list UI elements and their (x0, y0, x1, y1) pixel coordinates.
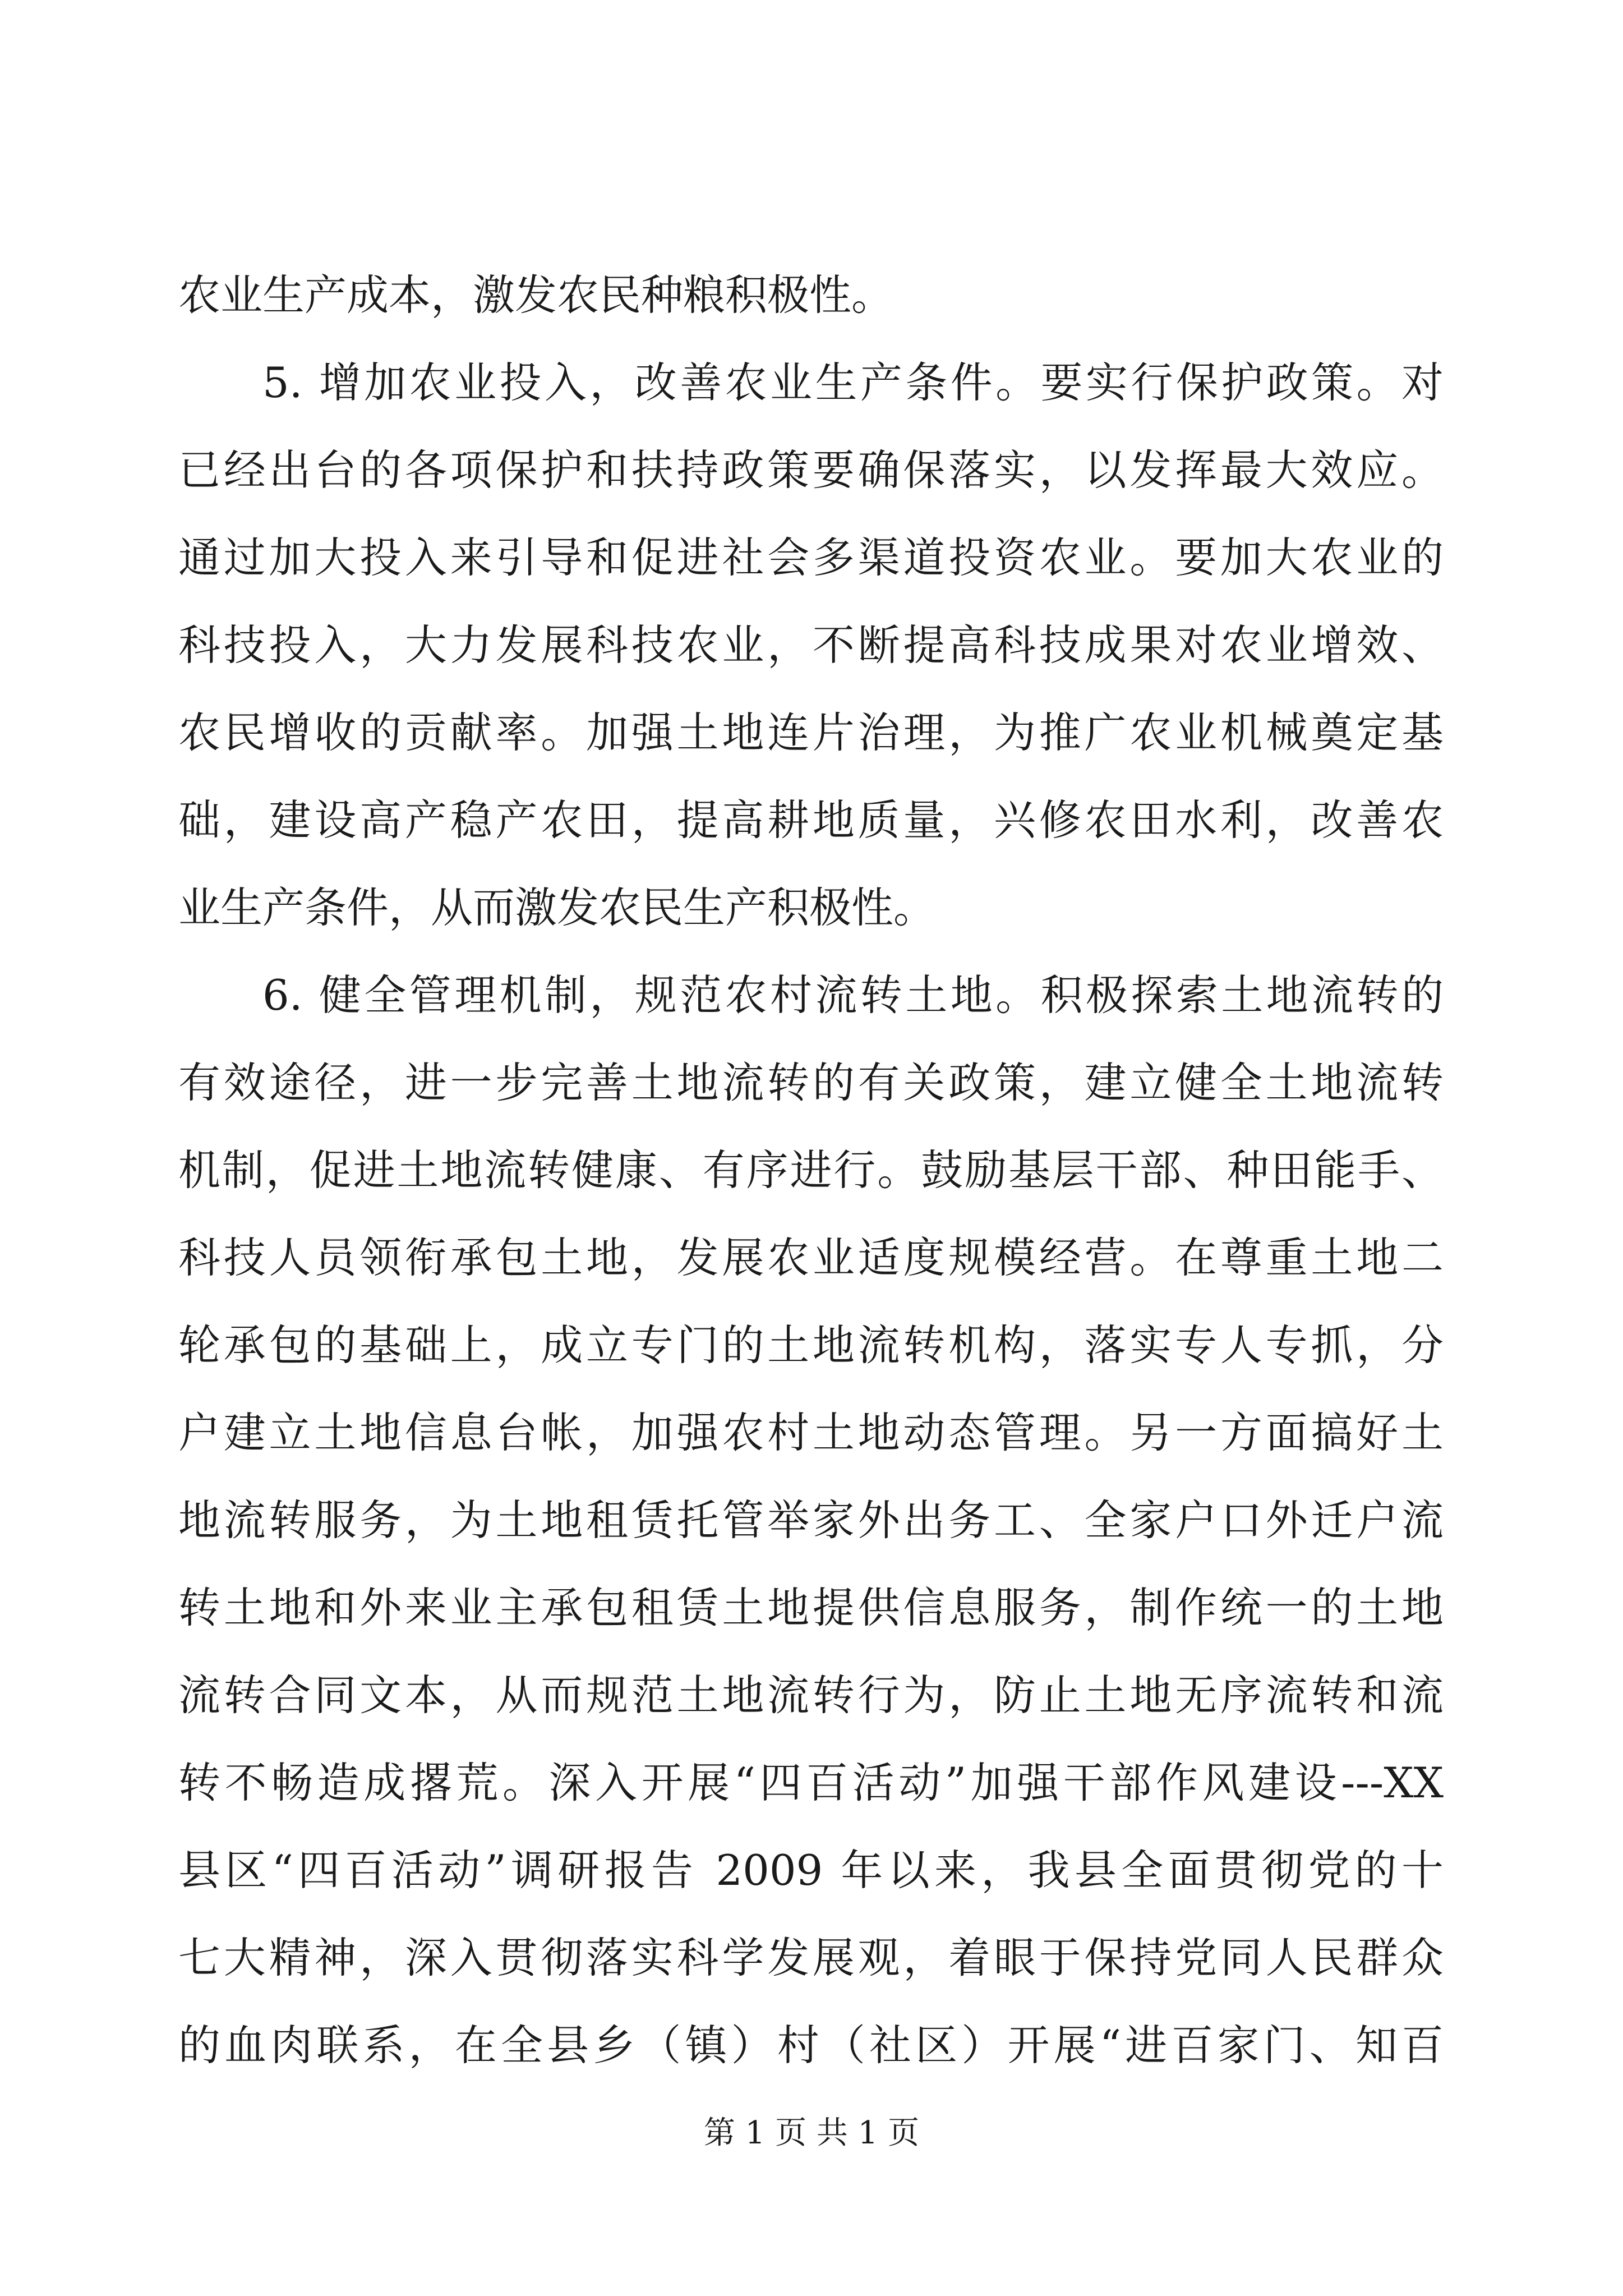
text-line: 已经出台的各项保护和扶持政策要确保落实，以发挥最大效应。 (178, 445, 1444, 495)
text-line: 科技人员领衔承包土地，发展农业适度规模经营。在尊重土地二 (178, 1233, 1444, 1282)
text-line: 地流转服务，为土地租赁托管举家外出务工、全家户口外迁户流 (178, 1496, 1444, 1545)
text-line: 户建立土地信息台帐，加强农村土地动态管理。另一方面搞好土 (178, 1408, 1444, 1457)
text-line: 的血肉联系，在全县乡（镇）村（社区）开展“进百家门、知百 (178, 2021, 1444, 2070)
text-line: 转土地和外来业主承包租赁土地提供信息服务，制作统一的土地 (178, 1583, 1444, 1632)
text-line: 农民增收的贡献率。加强土地连片治理，为推广农业机械奠定基 (178, 708, 1444, 757)
text-line: 有效途径，进一步完善土地流转的有关政策，建立健全土地流转 (178, 1058, 1444, 1107)
page-number-label: 第 1 页 共 1 页 (703, 2115, 920, 2151)
text-line: 通过加大投入来引导和促进社会多渠道投资农业。要加大农业的 (178, 533, 1444, 582)
text-line: 七大精神，深入贯彻落实科学发展观，着眼于保持党同人民群众 (178, 1933, 1444, 1982)
text-line: 农业生产成本，激发农民种粮积极性。 (178, 270, 894, 320)
text-line: 础，建设高产稳产农田，提高耕地质量，兴修农田水利，改善农 (178, 795, 1444, 845)
text-line: 县区“四百活动”调研报告 2009 年以来，我县全面贯彻党的十 (178, 1846, 1444, 1895)
text-line: 转不畅造成撂荒。深入开展“四百活动”加强干部作风建设---XX (178, 1758, 1444, 1807)
text-line: 业生产条件，从而激发农民生产积极性。 (178, 883, 936, 932)
text-line: 机制，促进土地流转健康、有序进行。鼓励基层干部、种田能手、 (178, 1145, 1444, 1195)
paragraph-5-first-line: 5. 增加农业投入，改善农业生产条件。要实行保护政策。对 (262, 358, 1444, 407)
text-line: 流转合同文本，从而规范土地流转行为，防止土地无序流转和流 (178, 1671, 1444, 1720)
page-footer (0, 2114, 1623, 2153)
text-line: 轮承包的基础上，成立专门的土地流转机构，落实专人专抓，分 (178, 1320, 1444, 1370)
document-body (178, 251, 1444, 2089)
paragraph-6-first-line: 6. 健全管理机制，规范农村流转土地。积极探索土地流转的 (262, 970, 1444, 1020)
text-line: 科技投入，大力发展科技农业，不断提高科技成果对农业增效、 (178, 620, 1444, 670)
